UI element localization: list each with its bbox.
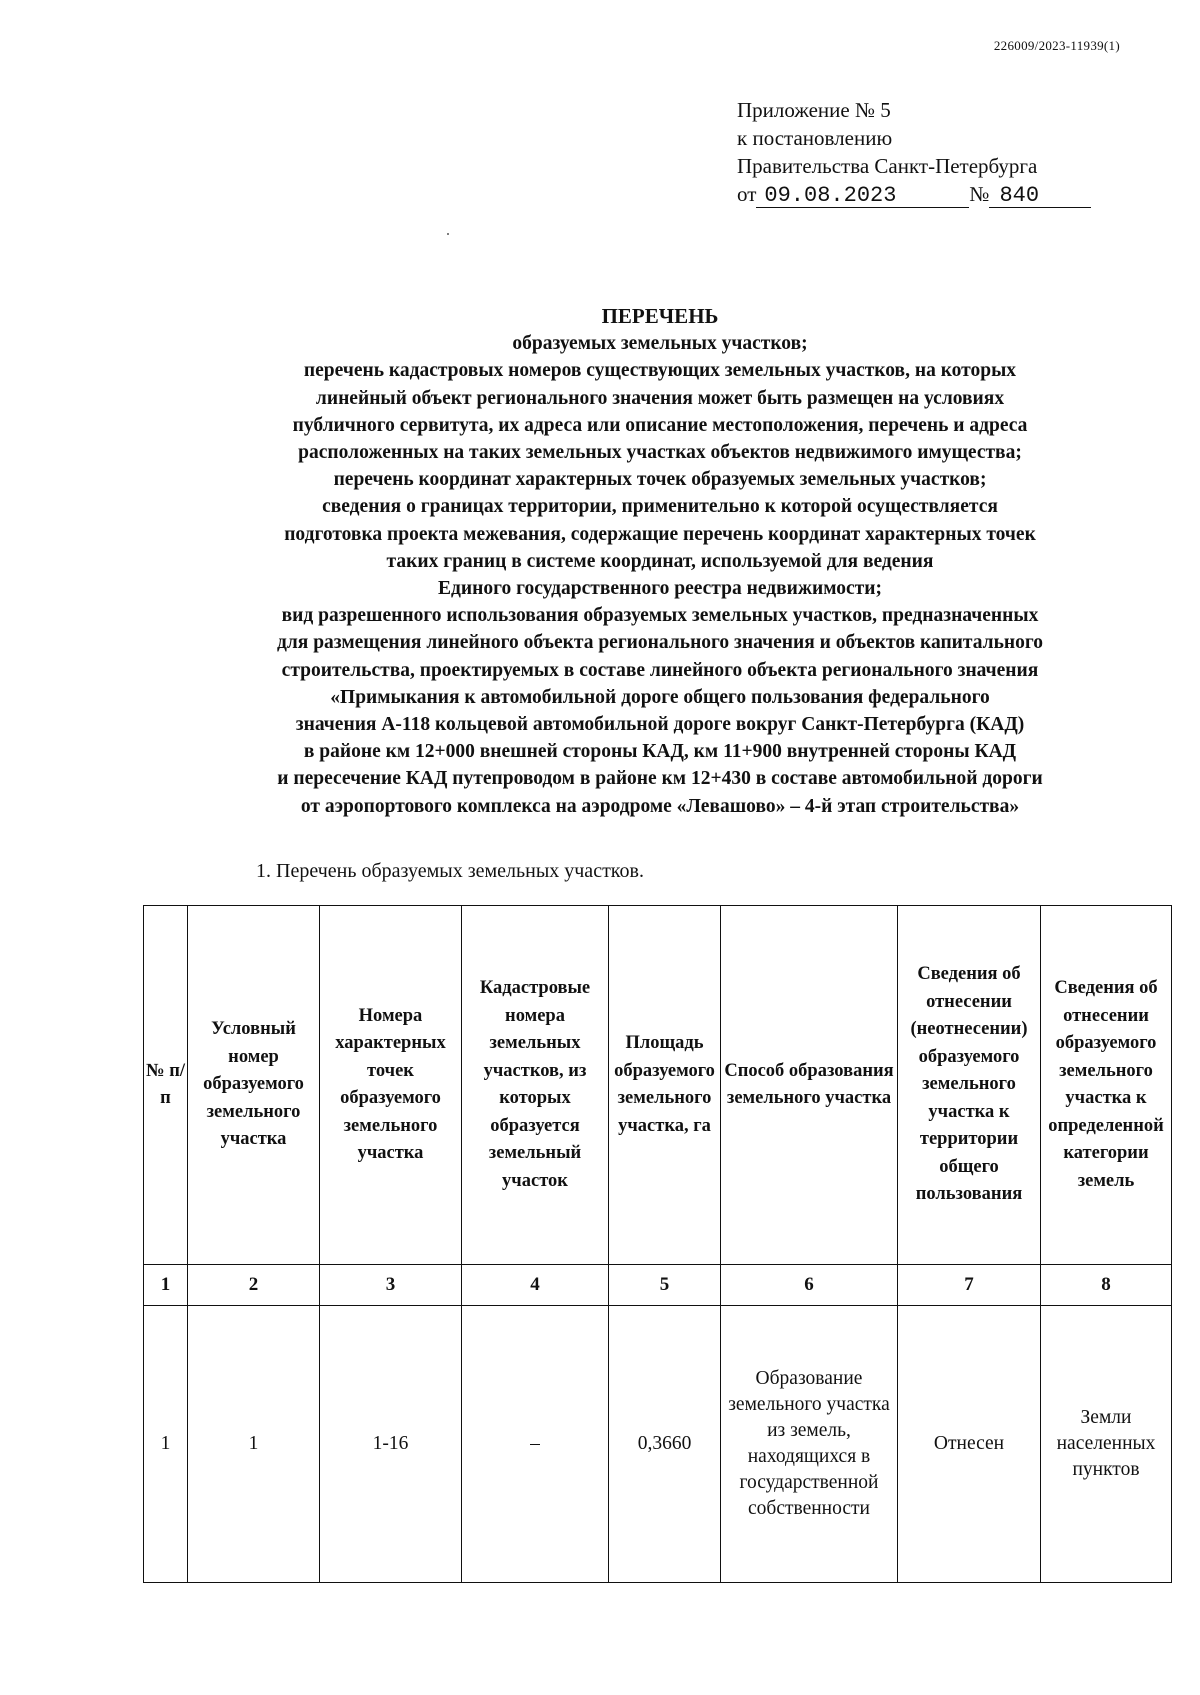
land-plots-table	[143, 905, 1172, 1583]
header-cell: Сведения об отнесении (неотнесении) образуемого земельного участка к территории общего пользования	[898, 906, 1041, 1265]
header-cell: № п/п	[144, 906, 188, 1265]
plot-number: 1	[188, 1306, 320, 1583]
appendix-date-line	[737, 180, 1091, 208]
section-title: 1. Перечень образуемых земельных участков.	[256, 860, 644, 882]
title-line: перечень координат характерных точек образуемых земельных участков;	[333, 469, 987, 491]
title-line: вид разрешенного использования образуемых земельных участков, предназначенных	[281, 605, 1039, 627]
cadastral-numbers: –	[462, 1306, 609, 1583]
title-line: и пересечение КАД путепроводом в районе км 12+430 в составе автомобильной дороги	[277, 768, 1043, 790]
column-number: 4	[462, 1265, 609, 1306]
resolution-date: 09.08.2023	[756, 185, 969, 208]
title-line: сведения о границах территории, применительно к которой осуществляется	[322, 496, 998, 518]
appendix-block	[737, 96, 1091, 208]
column-number: 2	[188, 1265, 320, 1306]
appendix-number: Приложение № 5	[737, 98, 891, 122]
row-number: 1	[144, 1306, 188, 1583]
plot-area: 0,3660	[609, 1306, 721, 1583]
title-line: подготовка проекта межевания, содержащие перечень координат характерных точек	[284, 523, 1036, 545]
title-line: значения А-118 кольцевой автомобильной дороге вокруг Санкт-Петербурга (КАД)	[295, 714, 1025, 736]
table-header-row	[144, 906, 1172, 1265]
number-label: №	[969, 182, 990, 206]
title-heading: ПЕРЕЧЕНЬ	[601, 304, 719, 328]
header-cell: Способ образования земельного участка	[721, 906, 898, 1265]
point-numbers: 1-16	[320, 1306, 462, 1583]
column-number-row	[144, 1265, 1172, 1306]
title-line: линейный объект регионального значения может быть размещен на условиях	[315, 387, 1005, 409]
title-line: Единого государственного реестра недвижимости;	[438, 578, 882, 600]
title-line: для размещения линейного объекта регионального значения и объектов капитального	[276, 632, 1044, 654]
document-title	[170, 303, 1150, 820]
header-cell: Условный номер образуемого земельного участка	[188, 906, 320, 1265]
title-line: в районе км 12+000 внешней стороны КАД, км 11+900 внутренней стороны КАД	[303, 741, 1017, 763]
appendix-government: Правительства Санкт-Петербурга	[737, 154, 1038, 178]
formation-method: Образование земельного участка из земель, находящихся в государственной собственности	[721, 1306, 898, 1583]
public-use-status: Отнесен	[898, 1306, 1041, 1583]
title-line: от аэропортового комплекса на аэродроме «Левашово» – 4-й этап строительства»	[300, 795, 1020, 817]
document-id: 226009/2023-11939(1)	[993, 38, 1120, 53]
column-number: 1	[144, 1265, 188, 1306]
appendix-resolution: к постановлению	[737, 126, 893, 150]
column-number: 3	[320, 1265, 462, 1306]
title-line: образуемых земельных участков;	[512, 333, 808, 355]
resolution-number: 840	[989, 185, 1091, 208]
title-line: публичного сервитута, их адреса или описание местоположения, перечень и адреса	[292, 414, 1028, 436]
title-line: «Примыкания к автомобильной дороге общего пользования федерального	[330, 686, 990, 708]
table-row	[144, 1306, 1172, 1583]
title-line: перечень кадастровых номеров существующих земельных участков, на которых	[303, 360, 1017, 382]
title-line: строительства, проектируемых в составе линейного объекта регионального значения	[281, 659, 1039, 681]
title-line: расположенных на таких земельных участках объектов недвижимого имущества;	[298, 442, 1022, 464]
header-cell: Сведения об отнесении образуемого земельного участка к определенной категории земель	[1041, 906, 1172, 1265]
from-label: от	[737, 182, 757, 206]
column-number: 6	[721, 1265, 898, 1306]
column-number: 8	[1041, 1265, 1172, 1306]
column-number: 5	[609, 1265, 721, 1306]
header-cell: Площадь образуемого земельного участка, га	[609, 906, 721, 1265]
land-category: Земли населенных пунктов	[1041, 1306, 1172, 1583]
header-cell: Номера характерных точек образуемого земельного участка	[320, 906, 462, 1265]
column-number: 7	[898, 1265, 1041, 1306]
title-line: таких границ в системе координат, используемой для ведения	[386, 550, 934, 572]
header-cell: Кадастровые номера земельных участков, из которых образуется земельный участок	[462, 906, 609, 1265]
scan-speck	[447, 233, 449, 235]
